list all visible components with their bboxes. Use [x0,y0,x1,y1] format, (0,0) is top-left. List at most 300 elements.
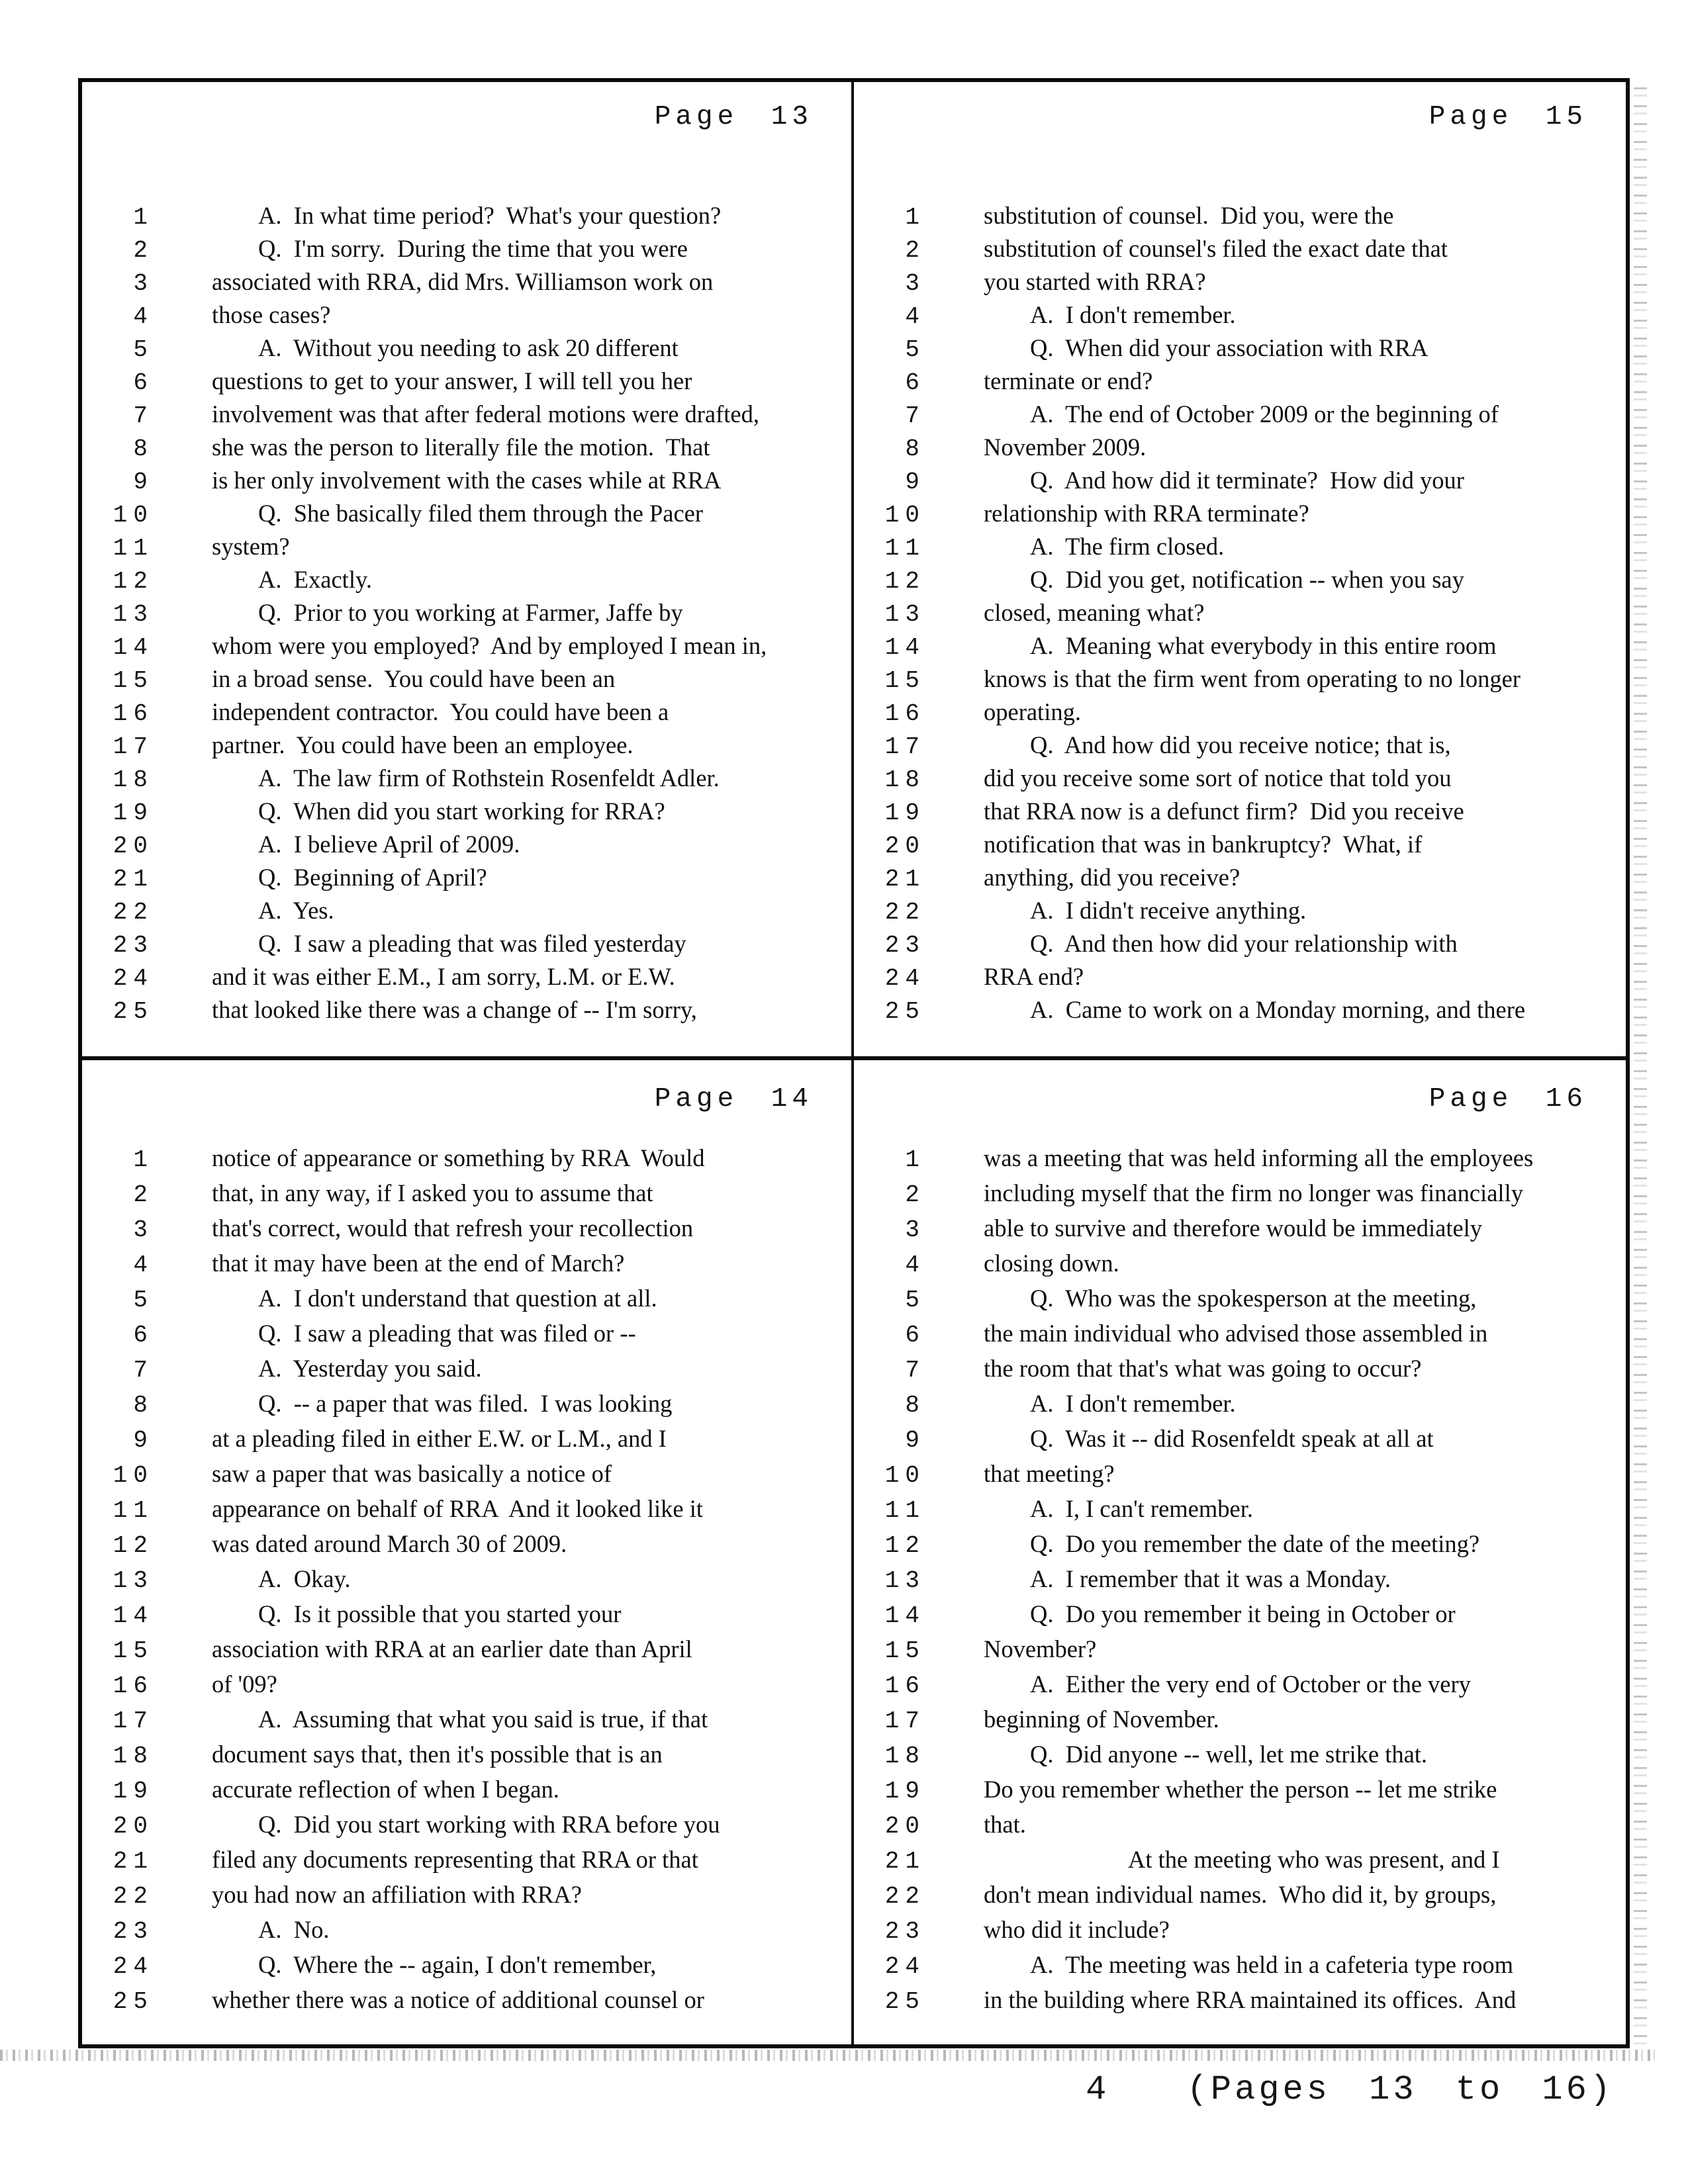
line-text: A. No. [258,1916,330,1943]
line-number: 22 [113,1883,154,1910]
line-text: November? [984,1635,1097,1662]
line-text: Do you remember whether the person -- let me strike [984,1776,1497,1803]
line-text: you had now an affiliation with RRA? [212,1881,582,1908]
line-number: 16 [884,700,925,727]
line-number: 4 [133,1251,154,1279]
line-number: 4 [133,303,154,330]
transcript-line [82,995,851,1028]
line-number: 20 [113,833,154,860]
line-number: 25 [113,1988,154,2015]
transcript-line [854,499,1626,532]
line-number: 18 [113,766,154,794]
line-number: 14 [884,1602,925,1629]
line-number: 12 [113,568,154,595]
line-text: beginning of November. [984,1706,1219,1733]
line-number: 22 [113,899,154,926]
line-text: you started with RRA? [984,268,1206,295]
transcript-line [854,1424,1626,1459]
line-number: 10 [884,502,925,529]
line-number: 14 [113,634,154,661]
line-number: 7 [133,402,154,430]
page-header-15: Page 15 [1429,102,1587,132]
line-text: questions to get to your answer, I will tell you her [212,367,692,394]
line-number: 20 [884,1813,925,1840]
line-text: RRA end? [984,963,1084,990]
line-number: 12 [884,568,925,595]
line-text: A. The end of October 2009 or the beginning of [1030,400,1499,428]
line-number: 24 [113,965,154,992]
transcript-line [854,1354,1626,1389]
transcript-line [854,267,1626,300]
line-text: Q. I saw a pleading that was filed yesterday [258,930,686,957]
line-text: whom were you employed? And by employed I mean in, [212,632,767,659]
line-text: saw a paper that was basically a notice of [212,1460,612,1487]
line-number: 3 [905,270,925,297]
line-number: 10 [113,1462,154,1489]
line-number: 4 [905,303,925,330]
line-number: 7 [133,1357,154,1384]
line-number: 3 [133,270,154,297]
line-number: 19 [884,1778,925,1805]
transcript-line [854,1810,1626,1845]
line-text: Q. -- a paper that was filed. I was looking [258,1390,673,1417]
transcript-line [854,1459,1626,1494]
line-text: terminate or end? [984,367,1153,394]
line-number: 12 [884,1532,925,1559]
transcript-line [82,1389,851,1424]
line-text: relationship with RRA terminate? [984,500,1309,527]
line-number: 19 [884,799,925,827]
line-text: Q. Did you get, notification -- when you say [1030,566,1464,593]
line-number: 10 [113,502,154,529]
line-number: 7 [905,1357,925,1384]
line-text: Q. Prior to you working at Farmer, Jaffe by [258,599,683,626]
line-number: 2 [133,1181,154,1208]
line-number: 24 [884,965,925,992]
transcript-line [82,1775,851,1810]
line-number: 21 [113,1848,154,1875]
line-number: 13 [884,1567,925,1594]
line-number: 24 [113,1953,154,1980]
line-number: 11 [113,535,154,562]
transcript-line [82,1494,851,1529]
line-number: 24 [884,1953,925,1980]
transcript-line [854,1144,1626,1179]
transcript-line [854,1915,1626,1950]
line-text: A. Either the very end of October or the very [1030,1670,1471,1698]
transcript-line [854,1845,1626,1880]
transcript-line [82,466,851,499]
line-text: Q. And then how did your relationship with [1030,930,1458,957]
line-text: at a pleading filed in either E.W. or L.M., and I [212,1425,667,1452]
scan-artifact-bottom-shadow [0,2050,1655,2061]
line-number: 4 [905,1251,925,1279]
page-header-13: Page 13 [654,102,813,132]
line-text: the room that that's what was going to occur? [984,1355,1422,1382]
line-text: independent contractor. You could have been a [212,698,669,725]
transcript-line [854,1635,1626,1670]
transcript-line [82,1565,851,1600]
transcript-line [854,598,1626,631]
transcript-line [854,1600,1626,1635]
line-number: 22 [884,899,925,926]
transcript-line [854,334,1626,367]
line-text: document says that, then it's possible that is an [212,1741,663,1768]
transcript-line [854,1775,1626,1810]
line-number: 18 [113,1743,154,1770]
line-number: 6 [905,1322,925,1349]
page-16-lines [854,1144,1626,2021]
transcript-line [854,1985,1626,2021]
transcript-line [854,1214,1626,1249]
transcript-line [82,1705,851,1740]
line-text: A. Assuming that what you said is true, if that [258,1706,708,1733]
line-text: involvement was that after federal motions were drafted, [212,400,760,428]
line-text: was a meeting that was held informing all the employees [984,1144,1534,1171]
line-number: 11 [113,1497,154,1524]
line-text: A. I don't remember. [1030,301,1236,328]
transcript-line [82,1179,851,1214]
line-text: including myself that the firm no longer was financially [984,1179,1523,1206]
line-number: 9 [133,469,154,496]
line-number: 3 [905,1216,925,1244]
page-header-16: Page 16 [1429,1084,1587,1115]
line-number: 23 [113,932,154,959]
line-number: 21 [884,866,925,893]
line-number: 18 [884,1743,925,1770]
line-text: Q. Did you start working with RRA before you [258,1811,720,1838]
line-number: 13 [113,1567,154,1594]
line-number: 6 [905,369,925,396]
line-text: Q. She basically filed them through the Pacer [258,500,704,527]
transcript-line [854,565,1626,598]
scan-artifact-right-edge [1634,87,1647,2050]
line-text: did you receive some sort of notice that told you [984,764,1452,792]
line-number: 7 [905,402,925,430]
line-number: 2 [905,237,925,264]
transcript-line [854,995,1626,1028]
transcript-line [82,1985,851,2021]
transcript-line [82,1459,851,1494]
line-text: Q. And how did it terminate? How did your [1030,467,1464,494]
line-number: 19 [113,1778,154,1805]
transcript-line [82,1915,851,1950]
line-text: A. The firm closed. [1030,533,1225,560]
line-text: in a broad sense. You could have been an [212,665,616,692]
line-number: 18 [884,766,925,794]
transcript-line [854,664,1626,698]
transcript-line [854,1705,1626,1740]
transcript-line [82,698,851,731]
line-number: 5 [133,336,154,363]
transcript-line [854,764,1626,797]
transcript-line [82,565,851,598]
transcript-line [82,1740,851,1775]
line-text: Q. When did your association with RRA [1030,334,1429,361]
line-text: Q. Do you remember the date of the meeting? [1030,1530,1480,1557]
line-text: At the meeting who was present, and I [1128,1846,1500,1873]
line-number: 15 [113,667,154,694]
line-text: Q. Was it -- did Rosenfeldt speak at all at [1030,1425,1434,1452]
transcript-line [82,1810,851,1845]
line-number: 21 [884,1848,925,1875]
line-text: in the building where RRA maintained its offices. And [984,1986,1517,2013]
line-number: 17 [884,733,925,760]
line-number: 15 [113,1637,154,1664]
page-13-lines [82,201,851,1028]
transcript-line [82,1354,851,1389]
line-number: 11 [884,1497,925,1524]
line-text: A. I, I can't remember. [1030,1495,1253,1522]
line-number: 15 [884,667,925,694]
line-number: 19 [113,799,154,827]
transcript-line [82,234,851,267]
line-number: 23 [884,1918,925,1945]
line-number: 25 [884,1988,925,2015]
transcript-line [82,1424,851,1459]
line-text: and it was either E.M., I am sorry, L.M. or E.W. [212,963,675,990]
transcript-line [82,1600,851,1635]
transcript-line [854,466,1626,499]
page-panel-13 [82,82,854,1060]
line-number: 22 [884,1883,925,1910]
line-text: Q. Do you remember it being in October or [1030,1600,1456,1627]
transcript-line [82,962,851,995]
transcript-line [82,1670,851,1705]
line-number: 12 [113,1532,154,1559]
line-text: that's correct, would that refresh your recollection [212,1214,694,1242]
transcript-line [82,300,851,334]
transcript-line [854,962,1626,995]
line-text: appearance on behalf of RRA And it looked like it [212,1495,703,1522]
transcript-line [82,664,851,698]
line-number: 14 [884,634,925,661]
transcript-line [82,499,851,532]
line-text: that meeting? [984,1460,1115,1487]
transcript-line [82,896,851,929]
line-number: 8 [905,435,925,463]
transcript-line [82,532,851,565]
transcript-line [854,863,1626,896]
transcript-line [82,797,851,830]
line-number: 6 [133,1322,154,1349]
line-text: closed, meaning what? [984,599,1205,626]
line-text: partner. You could have been an employee. [212,731,633,758]
line-number: 23 [113,1918,154,1945]
line-text: Q. When did you start working for RRA? [258,797,665,825]
line-number: 16 [884,1672,925,1700]
line-number: 2 [133,237,154,264]
transcript-line [854,300,1626,334]
transcript-line [82,1319,851,1354]
transcript-line [82,334,851,367]
line-number: 25 [113,998,154,1025]
transcript-line [82,598,851,631]
transcript-line [854,400,1626,433]
transcript-line [854,234,1626,267]
line-text: notice of appearance or something by RRA Would [212,1144,705,1171]
line-text: A. Came to work on a Monday morning, and there [1030,996,1526,1023]
transcript-line [82,1950,851,1985]
transcript-line [854,896,1626,929]
transcript-line [82,1249,851,1284]
line-number: 20 [113,1813,154,1840]
transcript-line [854,1950,1626,1985]
line-number: 13 [113,601,154,628]
line-number: 17 [113,1707,154,1735]
line-text: Q. I saw a pleading that was filed or -- [258,1320,636,1347]
line-number: 17 [884,1707,925,1735]
line-text: substitution of counsel's filed the exact date that [984,235,1448,262]
transcript-line [854,532,1626,565]
transcript-line [854,1284,1626,1319]
transcript-line [854,433,1626,466]
line-text: was dated around March 30 of 2009. [212,1530,567,1557]
transcript-line [82,731,851,764]
page-panel-16 [854,1060,1626,2044]
line-text: Q. And how did you receive notice; that is, [1030,731,1451,758]
transcript-line [854,797,1626,830]
line-number: 21 [113,866,154,893]
page-15-lines [854,201,1626,1028]
line-text: closing down. [984,1250,1119,1277]
transcript-line [854,1249,1626,1284]
line-text: A. Yes. [258,897,334,924]
line-text: the main individual who advised those assembled in [984,1320,1488,1347]
line-text: filed any documents representing that RRA or that [212,1846,698,1873]
transcript-line [854,1740,1626,1775]
line-number: 5 [905,1287,925,1314]
line-number: 16 [113,1672,154,1700]
line-text: is her only involvement with the cases while at RRA [212,467,722,494]
transcript-line [854,631,1626,664]
line-text: that, in any way, if I asked you to assume that [212,1179,653,1206]
line-text: that looked like there was a change of -- I'm sorry, [212,996,697,1023]
transcript-line [854,1565,1626,1600]
transcript-line [854,698,1626,731]
transcript-line [82,201,851,234]
line-text: operating. [984,698,1081,725]
line-text: Q. Did anyone -- well, let me strike that. [1030,1741,1428,1768]
line-number: 20 [884,833,925,860]
transcript-frame [78,78,1630,2048]
transcript-line [82,863,851,896]
line-text: she was the person to literally file the motion. That [212,433,710,461]
line-text: A. The meeting was held in a cafeteria type room [1030,1951,1514,1978]
line-text: that it may have been at the end of March? [212,1250,625,1277]
line-text: Q. I'm sorry. During the time that you were [258,235,688,262]
transcript-line [82,1845,851,1880]
transcript-line [854,830,1626,863]
transcript-line [854,1670,1626,1705]
line-text: accurate reflection of when I began. [212,1776,559,1803]
line-number: 13 [884,601,925,628]
line-text: system? [212,533,290,560]
transcript-line [82,1214,851,1249]
line-number: 1 [905,1146,925,1173]
line-text: that RRA now is a defunct firm? Did you receive [984,797,1464,825]
line-text: associated with RRA, did Mrs. Williamson work on [212,268,714,295]
line-text: A. Exactly. [258,566,372,593]
line-number: 1 [905,204,925,231]
line-text: don't mean individual names. Who did it, by groups, [984,1881,1497,1908]
page-14-lines [82,1144,851,2021]
transcript-line [82,367,851,400]
line-text: A. I don't remember. [1030,1390,1236,1417]
line-text: notification that was in bankruptcy? What, if [984,831,1423,858]
line-number: 2 [905,1181,925,1208]
line-text: association with RRA at an earlier date than April [212,1635,692,1662]
line-text: November 2009. [984,433,1147,461]
line-number: 9 [905,469,925,496]
line-text: Q. Beginning of April? [258,864,487,891]
line-number: 1 [133,1146,154,1173]
line-number: 8 [133,435,154,463]
line-text: A. Yesterday you said. [258,1355,482,1382]
transcript-line [82,1144,851,1179]
line-number: 9 [133,1427,154,1454]
line-text: knows is that the firm went from operating to no longer [984,665,1521,692]
transcript-line [82,1880,851,1915]
line-text: A. I didn't receive anything. [1030,897,1307,924]
line-text: A. Okay. [258,1565,351,1592]
line-text: A. The law firm of Rothstein Rosenfeldt Adler. [258,764,720,792]
line-text: Q. Where the -- again, I don't remember, [258,1951,657,1978]
page-header-14: Page 14 [654,1084,813,1115]
page-panel-15 [854,82,1626,1060]
line-number: 17 [113,733,154,760]
transcript-line [82,631,851,664]
transcript-line [82,1529,851,1565]
line-number: 15 [884,1637,925,1664]
line-text: A. Without you needing to ask 20 different [258,334,679,361]
transcript-line [82,830,851,863]
line-text: those cases? [212,301,331,328]
line-text: that. [984,1811,1026,1838]
transcript-line [854,201,1626,234]
line-number: 6 [133,369,154,396]
line-text: whether there was a notice of additional counsel or [212,1986,704,2013]
transcript-line [82,1635,851,1670]
line-number: 11 [884,535,925,562]
line-number: 25 [884,998,925,1025]
transcript-line [854,1389,1626,1424]
line-number: 9 [905,1427,925,1454]
transcript-line [82,267,851,300]
transcript-line [854,1880,1626,1915]
line-number: 23 [884,932,925,959]
line-number: 1 [133,204,154,231]
line-text: A. I don't understand that question at all. [258,1285,657,1312]
transcript-line [854,1494,1626,1529]
line-text: able to survive and therefore would be immediately [984,1214,1483,1242]
line-number: 5 [133,1287,154,1314]
transcript-line [82,433,851,466]
line-text: who did it include? [984,1916,1170,1943]
page-panel-14 [82,1060,854,2044]
transcript-line [82,929,851,962]
transcript-line [854,1179,1626,1214]
line-text: Q. Who was the spokesperson at the meeting, [1030,1285,1477,1312]
line-number: 8 [133,1392,154,1419]
sheet-footer-page-range: 4 (Pages 13 to 16) [1086,2070,1614,2109]
line-text: substitution of counsel. Did you, were the [984,202,1394,229]
transcript-line [854,1319,1626,1354]
transcript-line [82,1284,851,1319]
transcript-line [854,1529,1626,1565]
line-number: 3 [133,1216,154,1244]
transcript-line [854,367,1626,400]
